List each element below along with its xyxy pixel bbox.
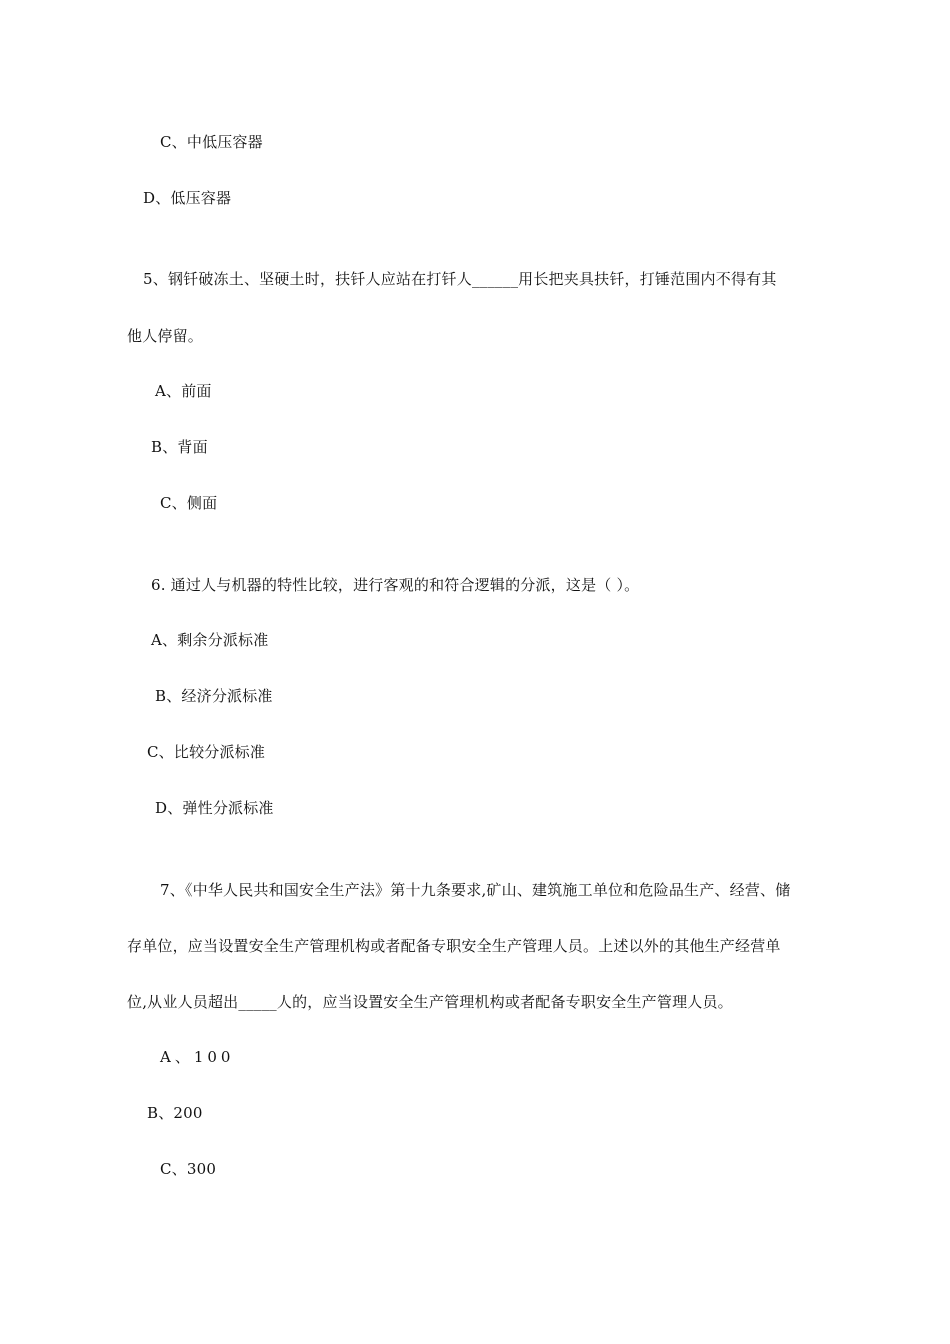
q7-stem-line-3: 位,从业人员超出_____人的，应当设置安全生产管理机构或者配备专职安全生产管理人员。 (127, 993, 733, 1011)
q5-stem-line-1: 5、钢钎破冻土、坚硬土时，扶钎人应站在打钎人______用长把夹具扶钎，打锤范围内不得有其 (143, 270, 777, 288)
q6-option-b: B、经济分派标准 (155, 687, 273, 705)
q6-option-a: A、剩余分派标准 (151, 631, 269, 649)
q7-stem-line-1: 7、《中华人民共和国安全生产法》第十九条要求,矿山、建筑施工单位和危险品生产、经营、储 (160, 881, 791, 899)
q5-stem-line-2: 他人停留。 (127, 327, 204, 345)
q7-option-b: B、200 (147, 1104, 203, 1122)
q5-option-b: B、背面 (151, 438, 208, 456)
q7-option-c: C、300 (160, 1160, 217, 1178)
q5-option-a: A、前面 (155, 382, 212, 400)
q5-option-c: C、侧面 (160, 494, 218, 512)
q7-option-a: A、100 (160, 1048, 235, 1066)
q4-option-d: D、低压容器 (143, 189, 232, 207)
q6-option-d: D、弹性分派标准 (155, 799, 274, 817)
q6-stem: 6. 通过人与机器的特性比较，进行客观的和符合逻辑的分派，这是（ ）。 (151, 576, 640, 594)
q6-option-c: C、比较分派标准 (147, 743, 266, 761)
q4-option-c: C、中低压容器 (160, 133, 263, 151)
q7-stem-line-2: 存单位，应当设置安全生产管理机构或者配备专职安全生产管理人员。上述以外的其他生产经营单 (127, 937, 781, 955)
